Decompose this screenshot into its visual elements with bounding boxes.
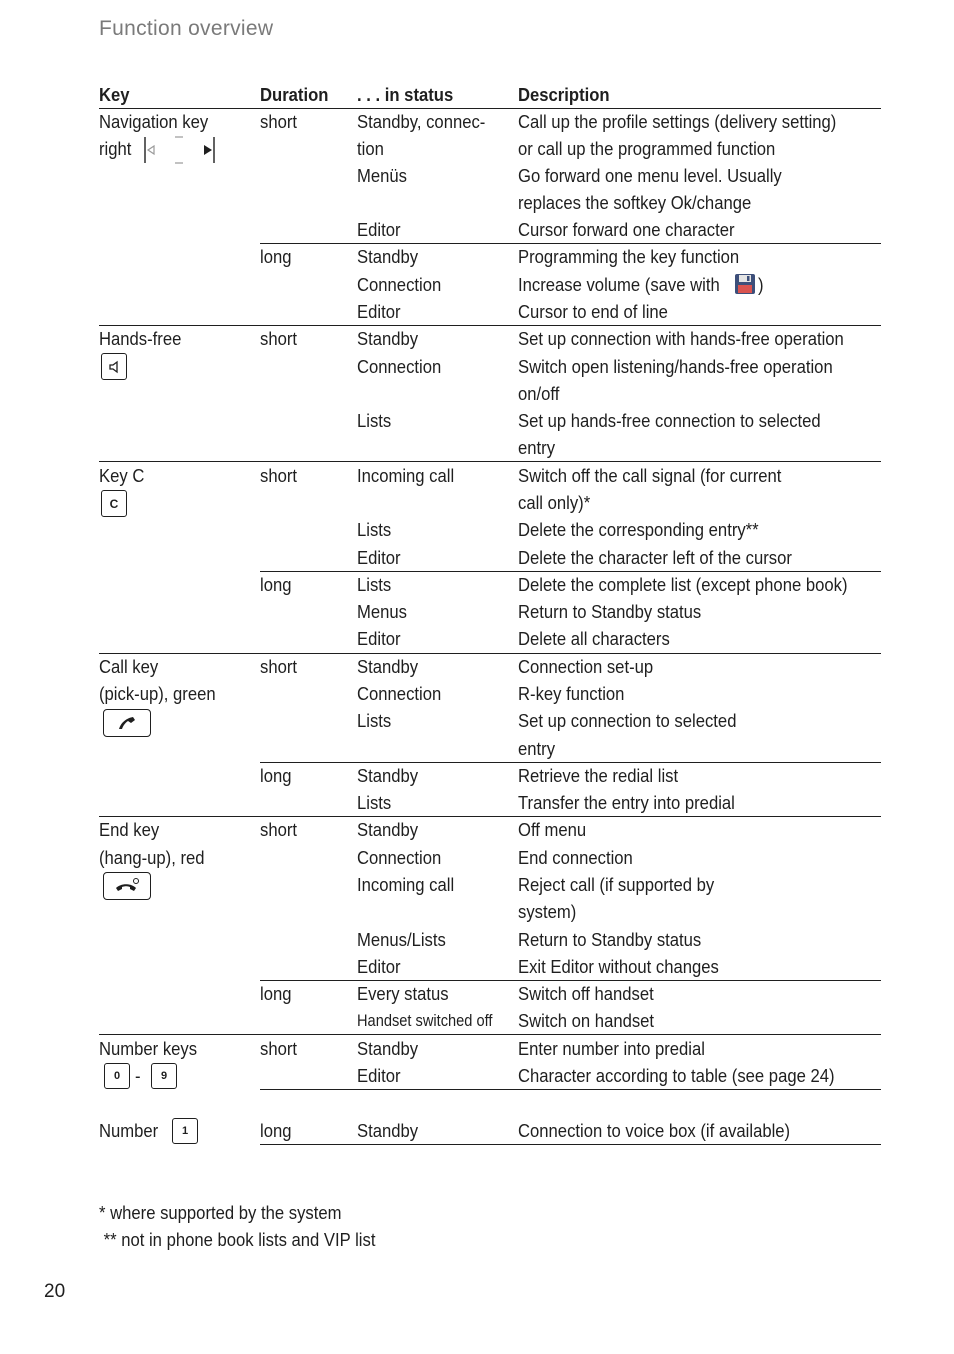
key-navigation-right: right bbox=[99, 138, 132, 159]
description: entry bbox=[518, 738, 556, 759]
status: Standby bbox=[357, 246, 419, 267]
status: Menüs bbox=[357, 165, 407, 186]
description-close-paren: ) bbox=[758, 274, 764, 295]
status: Incoming call bbox=[357, 465, 455, 486]
footnote-1: * where supported by the system bbox=[99, 1202, 342, 1223]
description: Transfer the entry into predial bbox=[518, 792, 735, 813]
description: Cursor forward one character bbox=[518, 219, 735, 240]
key-hands-free: Hands-free bbox=[99, 328, 182, 349]
status: Lists bbox=[357, 792, 392, 813]
key-number-1: Number bbox=[99, 1120, 159, 1141]
description: Connection to voice box (if available) bbox=[518, 1120, 791, 1141]
status: Connection bbox=[357, 847, 442, 868]
status: Standby bbox=[357, 765, 419, 786]
footnote-2: ** not in phone book lists and VIP list bbox=[99, 1229, 376, 1250]
key-c-icon: C bbox=[101, 490, 127, 517]
page-header: Function overview bbox=[99, 17, 274, 40]
status: Menus bbox=[357, 601, 407, 622]
status: Standby bbox=[357, 328, 419, 349]
row-divider bbox=[260, 1089, 881, 1090]
pick-up-key-icon bbox=[103, 709, 151, 737]
description: entry bbox=[518, 437, 556, 458]
status: Editor bbox=[357, 1065, 401, 1086]
page-number: 20 bbox=[44, 1281, 66, 1302]
key-navigation: Navigation key bbox=[99, 111, 209, 132]
status: Standby, connec- bbox=[357, 111, 486, 132]
navigation-key-right-icon bbox=[142, 134, 218, 166]
duration: long bbox=[260, 765, 292, 786]
duration: long bbox=[260, 246, 292, 267]
status: Handset switched off bbox=[357, 1011, 493, 1030]
key-number-keys: Number keys bbox=[99, 1038, 198, 1059]
description: Set up connection with hands-free operation bbox=[518, 328, 844, 349]
description: Delete all characters bbox=[518, 628, 670, 649]
duration: short bbox=[260, 328, 298, 349]
description: Switch off the call signal (for current bbox=[518, 465, 782, 486]
description: Delete the character left of the cursor bbox=[518, 547, 792, 568]
key-end-hangup: (hang-up), red bbox=[99, 847, 205, 868]
save-disk-icon bbox=[734, 273, 756, 295]
duration: long bbox=[260, 1120, 292, 1141]
description: Switch open listening/hands-free operation bbox=[518, 356, 833, 377]
description: Call up the profile settings (delivery setting) bbox=[518, 111, 837, 132]
hang-up-key-icon bbox=[103, 872, 151, 900]
status: Lists bbox=[357, 574, 392, 595]
status: Connection bbox=[357, 356, 442, 377]
description: Retrieve the redial list bbox=[518, 765, 679, 786]
key-c: Key C bbox=[99, 465, 145, 486]
duration: short bbox=[260, 656, 298, 677]
description: Switch off handset bbox=[518, 983, 654, 1004]
status: Lists bbox=[357, 410, 392, 431]
description: Enter number into predial bbox=[518, 1038, 705, 1059]
status: Standby bbox=[357, 819, 419, 840]
description: Switch on handset bbox=[518, 1010, 655, 1031]
description: Reject call (if supported by bbox=[518, 874, 715, 895]
status: Menus/Lists bbox=[357, 929, 446, 950]
description: on/off bbox=[518, 383, 560, 404]
description: Off menu bbox=[518, 819, 587, 840]
number-key-1-icon: 1 bbox=[172, 1118, 198, 1144]
status: Connection bbox=[357, 683, 442, 704]
column-header-key: Key bbox=[99, 84, 130, 105]
description: Delete the corresponding entry** bbox=[518, 519, 759, 540]
description: Connection set-up bbox=[518, 656, 654, 677]
duration: short bbox=[260, 465, 298, 486]
duration: long bbox=[260, 983, 292, 1004]
status: Connection bbox=[357, 274, 442, 295]
description: Set up hands-free connection to selected bbox=[518, 410, 821, 431]
status: Every status bbox=[357, 983, 449, 1004]
status: Editor bbox=[357, 547, 401, 568]
group-divider bbox=[99, 816, 881, 817]
group-divider bbox=[99, 1034, 881, 1035]
description: Programming the key function bbox=[518, 246, 740, 267]
description: End connection bbox=[518, 847, 633, 868]
status: Standby bbox=[357, 1120, 419, 1141]
status: Editor bbox=[357, 956, 401, 977]
key-call: Call key bbox=[99, 656, 159, 677]
description: or call up the programmed function bbox=[518, 138, 776, 159]
description: replaces the softkey Ok/change bbox=[518, 192, 752, 213]
group-divider bbox=[99, 653, 881, 654]
description: Return to Standby status bbox=[518, 929, 702, 950]
description: Exit Editor without changes bbox=[518, 956, 719, 977]
description: call only)* bbox=[518, 492, 591, 513]
description: Character according to table (see page 24) bbox=[518, 1065, 835, 1086]
status: Standby bbox=[357, 656, 419, 677]
description: Set up connection to selected bbox=[518, 710, 737, 731]
speaker-key-icon bbox=[101, 353, 127, 380]
column-header-status: . . . in status bbox=[357, 84, 454, 105]
description: R-key function bbox=[518, 683, 625, 704]
status: Editor bbox=[357, 628, 401, 649]
status: Editor bbox=[357, 301, 401, 322]
number-range-dash: - bbox=[135, 1065, 141, 1086]
column-header-duration: Duration bbox=[260, 84, 329, 105]
duration: short bbox=[260, 1038, 298, 1059]
number-key-9-icon: 9 bbox=[151, 1063, 177, 1089]
status: Lists bbox=[357, 519, 392, 540]
status: Editor bbox=[357, 219, 401, 240]
status: tion bbox=[357, 138, 384, 159]
column-header-description: Description bbox=[518, 84, 610, 105]
status: Lists bbox=[357, 710, 392, 731]
duration: short bbox=[260, 819, 298, 840]
description: Go forward one menu level. Usually bbox=[518, 165, 782, 186]
key-call-pickup: (pick-up), green bbox=[99, 683, 216, 704]
duration: short bbox=[260, 111, 298, 132]
number-key-0-icon: 0 bbox=[104, 1063, 130, 1089]
row-divider bbox=[260, 1144, 881, 1145]
description: Increase volume (save with bbox=[518, 274, 720, 295]
description: Delete the complete list (except phone book) bbox=[518, 574, 848, 595]
description: system) bbox=[518, 901, 577, 922]
duration: long bbox=[260, 574, 292, 595]
description: Cursor to end of line bbox=[518, 301, 668, 322]
status: Standby bbox=[357, 1038, 419, 1059]
key-end: End key bbox=[99, 819, 160, 840]
description: Return to Standby status bbox=[518, 601, 702, 622]
status: Incoming call bbox=[357, 874, 455, 895]
